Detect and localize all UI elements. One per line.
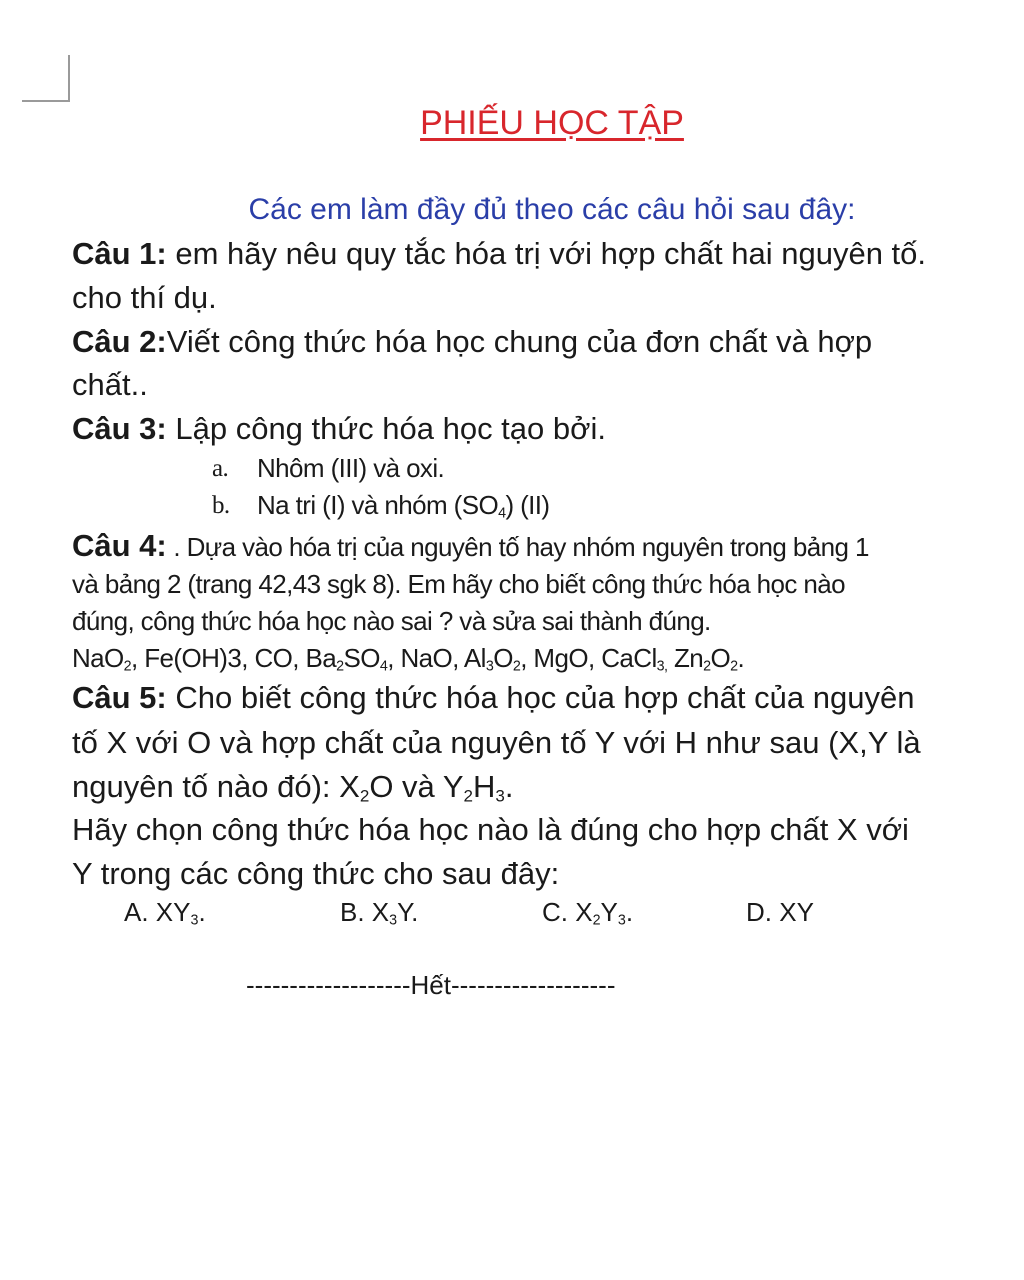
- question-5-text: Cho biết công thức hóa học của hợp chất của nguyên: [166, 680, 915, 715]
- answer-option-c: C. $X_2Y_3$.: [542, 897, 634, 929]
- question-3-label: Câu 3:: [72, 411, 167, 446]
- page-corner-mark-vertical: [68, 55, 70, 102]
- question-3-item-a-marker: a.: [212, 455, 229, 482]
- question-3-item-b-marker: b.: [212, 492, 230, 519]
- worksheet-title: PHIẾU HỌC TẬP: [420, 104, 684, 142]
- question-4-line-1: [72, 528, 869, 564]
- question-1-line-2: cho thí dụ.: [72, 280, 217, 315]
- worksheet-instructions: Các em làm đầy đủ theo các câu hỏi sau đây:: [248, 193, 856, 226]
- answer-option-b: B. $X_3Y$.: [340, 897, 419, 929]
- answer-option-a: A. $XY_3$.: [124, 897, 206, 929]
- question-1-label: Câu 1:: [72, 236, 167, 271]
- end-marker: -------------------Hết-------------------: [246, 970, 616, 1000]
- question-4-formulas: NaO$_2$, Fe(OH)3, CO, $Ba_2SO_4$, NaO, $Al_3O_2$, MgO, CaCl$_{3,}$ $Zn_2O_2$.: [72, 643, 745, 675]
- question-5-label: Câu 5:: [72, 680, 167, 715]
- page-corner-mark-horizontal: [22, 100, 70, 102]
- question-3-line-1: [72, 411, 606, 447]
- question-4-line-2: và bảng 2 (trang 42,43 sgk 8). Em hãy cho biết công thức hóa học nào: [72, 569, 846, 599]
- answer-option-d: D. XY: [746, 897, 814, 927]
- question-1-text: em hãy nêu quy tắc hóa trị với hợp chất hai nguyên tố.: [166, 236, 927, 271]
- question-3-item-b: Na tri (I) và nhóm $(SO_4)$ (II): [257, 490, 550, 522]
- question-4-line-3: đúng, công thức hóa học nào sai ? và sửa sai thành đúng.: [72, 606, 711, 636]
- question-2-text: Viết công thức hóa học chung của đơn chất và hợp: [166, 324, 873, 359]
- question-4-label: Câu 4:: [72, 528, 167, 563]
- question-2-label: Câu 2:: [72, 324, 167, 359]
- question-5-line-4: Hãy chọn công thức hóa học nào là đúng cho hợp chất X với: [72, 812, 909, 847]
- question-5-line-3: nguyên tố nào đó): $X_2O$ và $Y_2H_3$.: [72, 769, 514, 806]
- question-5-line-5: Y trong các công thức cho sau đây:: [72, 856, 560, 891]
- question-1-line-1: [72, 236, 926, 272]
- question-5-line-1: [72, 680, 914, 716]
- question-2-line-1: [72, 324, 872, 360]
- question-3-text: Lập công thức hóa học tạo bởi.: [166, 411, 606, 446]
- question-5-line-2: tố X với O và hợp chất của nguyên tố Y với H như sau (X,Y là: [72, 725, 921, 760]
- question-2-line-2: chất..: [72, 367, 148, 402]
- question-3-item-a: Nhôm (III) và oxi.: [257, 453, 445, 483]
- question-4-text: . Dựa vào hóa trị của nguyên tố hay nhóm nguyên trong bảng 1: [166, 532, 869, 562]
